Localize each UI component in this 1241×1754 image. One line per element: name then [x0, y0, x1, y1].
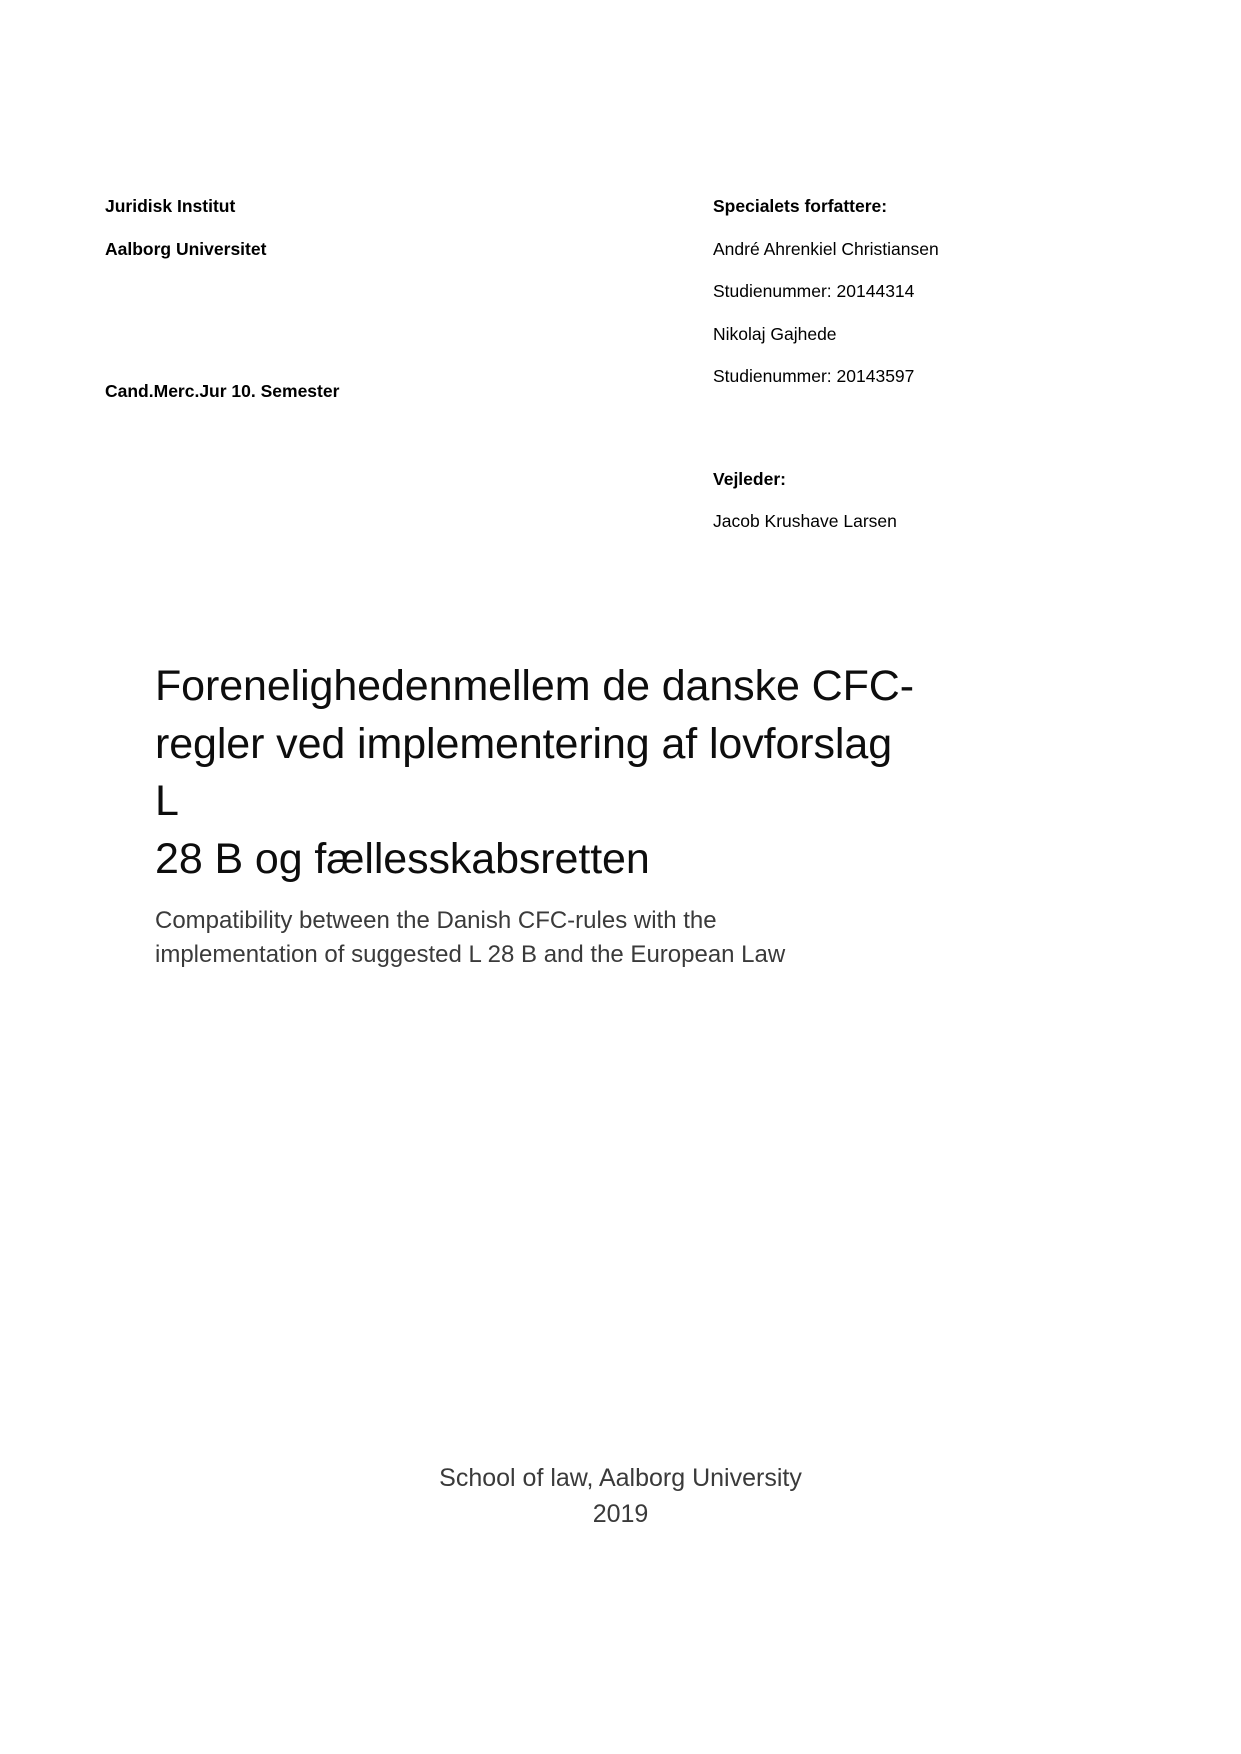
page-footer	[0, 1460, 1241, 1533]
document-subtitle-line-1: Compatibility between the Danish CFC-rules with the	[155, 907, 717, 935]
document-title-line-2: regler ved implementering af lovforslag L	[155, 719, 893, 826]
document-subtitle-line-2: implementation of suggested L 28 B and the European Law	[155, 940, 786, 968]
supervisor-heading: Vejleder:	[713, 468, 786, 489]
document-subtitle	[155, 904, 915, 970]
left-column-spacer	[105, 258, 665, 383]
author-1-name: André Ahrenkiel Christiansen	[713, 238, 939, 259]
footer-year: 2019	[592, 1500, 649, 1529]
document-title-line-1: Forenelighedenmellem de danske CFC-	[155, 662, 914, 710]
footer-school: School of law, Aalborg University	[439, 1464, 802, 1492]
title-block	[155, 658, 915, 971]
department-label: Juridisk Institut	[105, 196, 236, 216]
document-title-line-3: 28 B og fællesskabsretten	[155, 834, 650, 883]
programme-label: Cand.Merc.Jur 10. Semester	[105, 381, 340, 401]
authors-and-supervisor-block	[713, 198, 1133, 531]
supervisor-name: Jacob Krushave Larsen	[713, 511, 897, 531]
institution-block	[105, 198, 665, 401]
authors-heading: Specialets forfattere:	[713, 196, 888, 216]
document-title	[155, 658, 915, 888]
right-column-spacer	[713, 386, 1133, 471]
author-1-student-number: Studienummer: 20144314	[713, 281, 915, 301]
author-2-student-number: Studienummer: 20143597	[713, 366, 915, 386]
university-label: Aalborg Universitet	[105, 238, 267, 259]
author-2-name: Nikolaj Gajhede	[713, 323, 837, 344]
